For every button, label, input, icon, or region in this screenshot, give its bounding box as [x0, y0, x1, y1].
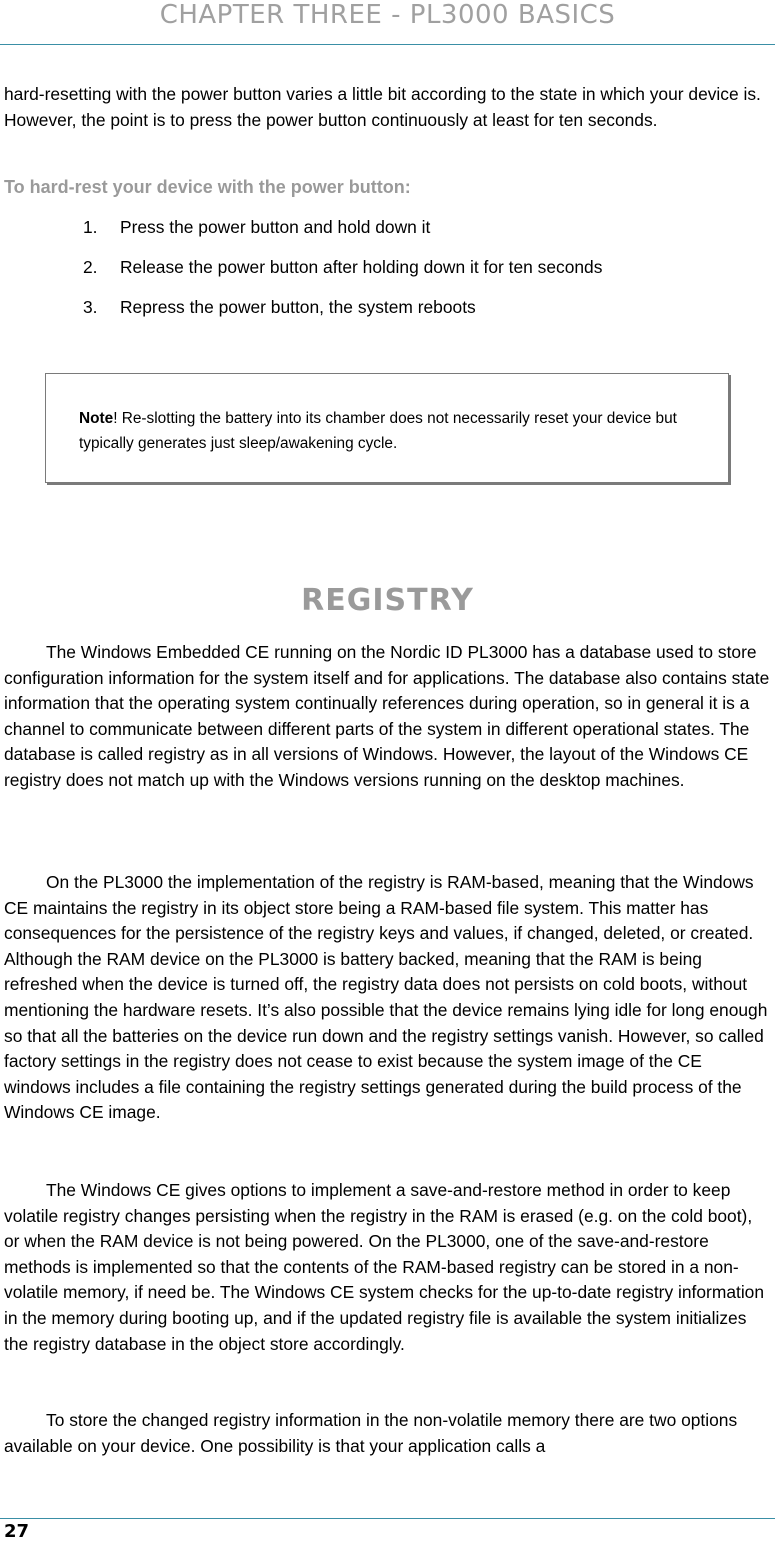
- note-body: ! Re-slotting the battery into its chamber does not necessarily reset your device but typically generates just sleep/awakening cycle.: [79, 410, 677, 452]
- list-item: [83, 294, 602, 334]
- note-label: Note: [79, 410, 114, 427]
- footer-divider: [0, 1518, 775, 1519]
- page-header: [0, 0, 775, 45]
- note-box: [45, 373, 729, 483]
- step-text: Release the power button after holding down it for ten seconds: [120, 257, 603, 277]
- section-title-registry: REGISTRY: [301, 583, 474, 618]
- step-text: Press the power button and hold down it: [120, 217, 431, 237]
- step-number: 3.: [83, 297, 98, 317]
- registry-paragraph: The Windows CE gives options to implement a save-and-restore method in order to keep volatile registry changes persisting when the registry in the RAM is erased (e.g. on the cold boot), or when the RAM device is not being powered. On the PL3000, one of the save-and-restore methods is implemented so that the contents of the RAM-based registry can be stored in a non-volatile memory, if need be. The Windows CE system checks for the up-to-date registry information in the memory during booting up, and if the updated registry file is available the system initializes the registry database in the object store accordingly.: [4, 1180, 765, 1354]
- procedure-heading: To hard-rest your device with the power button:: [4, 177, 411, 197]
- page-number: 27: [4, 1521, 30, 1542]
- list-item: [83, 214, 602, 254]
- intro-paragraph: hard-resetting with the power button varies a little bit according to the state in which your device is. However, the point is to press the power button continuously at least for ten seconds.: [4, 84, 761, 130]
- chapter-title: CHAPTER THREE - PL3000 BASICS: [159, 0, 616, 30]
- step-number: 2.: [83, 257, 98, 277]
- procedure-steps: [83, 214, 602, 334]
- registry-paragraph: To store the changed registry information in the non-volatile memory there are two options available on your device. One possibility is that your application calls a: [4, 1410, 738, 1456]
- registry-paragraph: On the PL3000 the implementation of the registry is RAM-based, meaning that the Windows CE maintains the registry in its object store being a RAM-based file system. This matter has consequences for the persistence of the registry keys and values, if changed, deleted, or created. Although the RAM device on the PL3000 is battery backed, meaning that the RAM is being refreshed when the device is turned off, the registry data does not persists on cold boots, without mentioning the hardware resets. It’s also possible that the device remains lying idle for long enough so that all the batteries on the device run down and the registry settings vanish. However, so called factory settings in the registry does not cease to exist because the system image of the CE windows includes a file containing the registry settings generated during the build process of the Windows CE image.: [4, 872, 768, 1123]
- list-item: [83, 254, 602, 294]
- step-text: Repress the power button, the system reboots: [120, 297, 476, 317]
- note-text: [79, 406, 699, 456]
- step-number: 1.: [83, 217, 98, 237]
- registry-paragraph: The Windows Embedded CE running on the Nordic ID PL3000 has a database used to store configuration information for the system itself and for applications. The database also contains state information that the operating system continually references during operation, so in general it is a channel to communicate between different parts of the system in different operational states. The database is called registry as in all versions of Windows. However, the layout of the Windows CE registry does not match up with the Windows versions running on the desktop machines.: [4, 642, 770, 790]
